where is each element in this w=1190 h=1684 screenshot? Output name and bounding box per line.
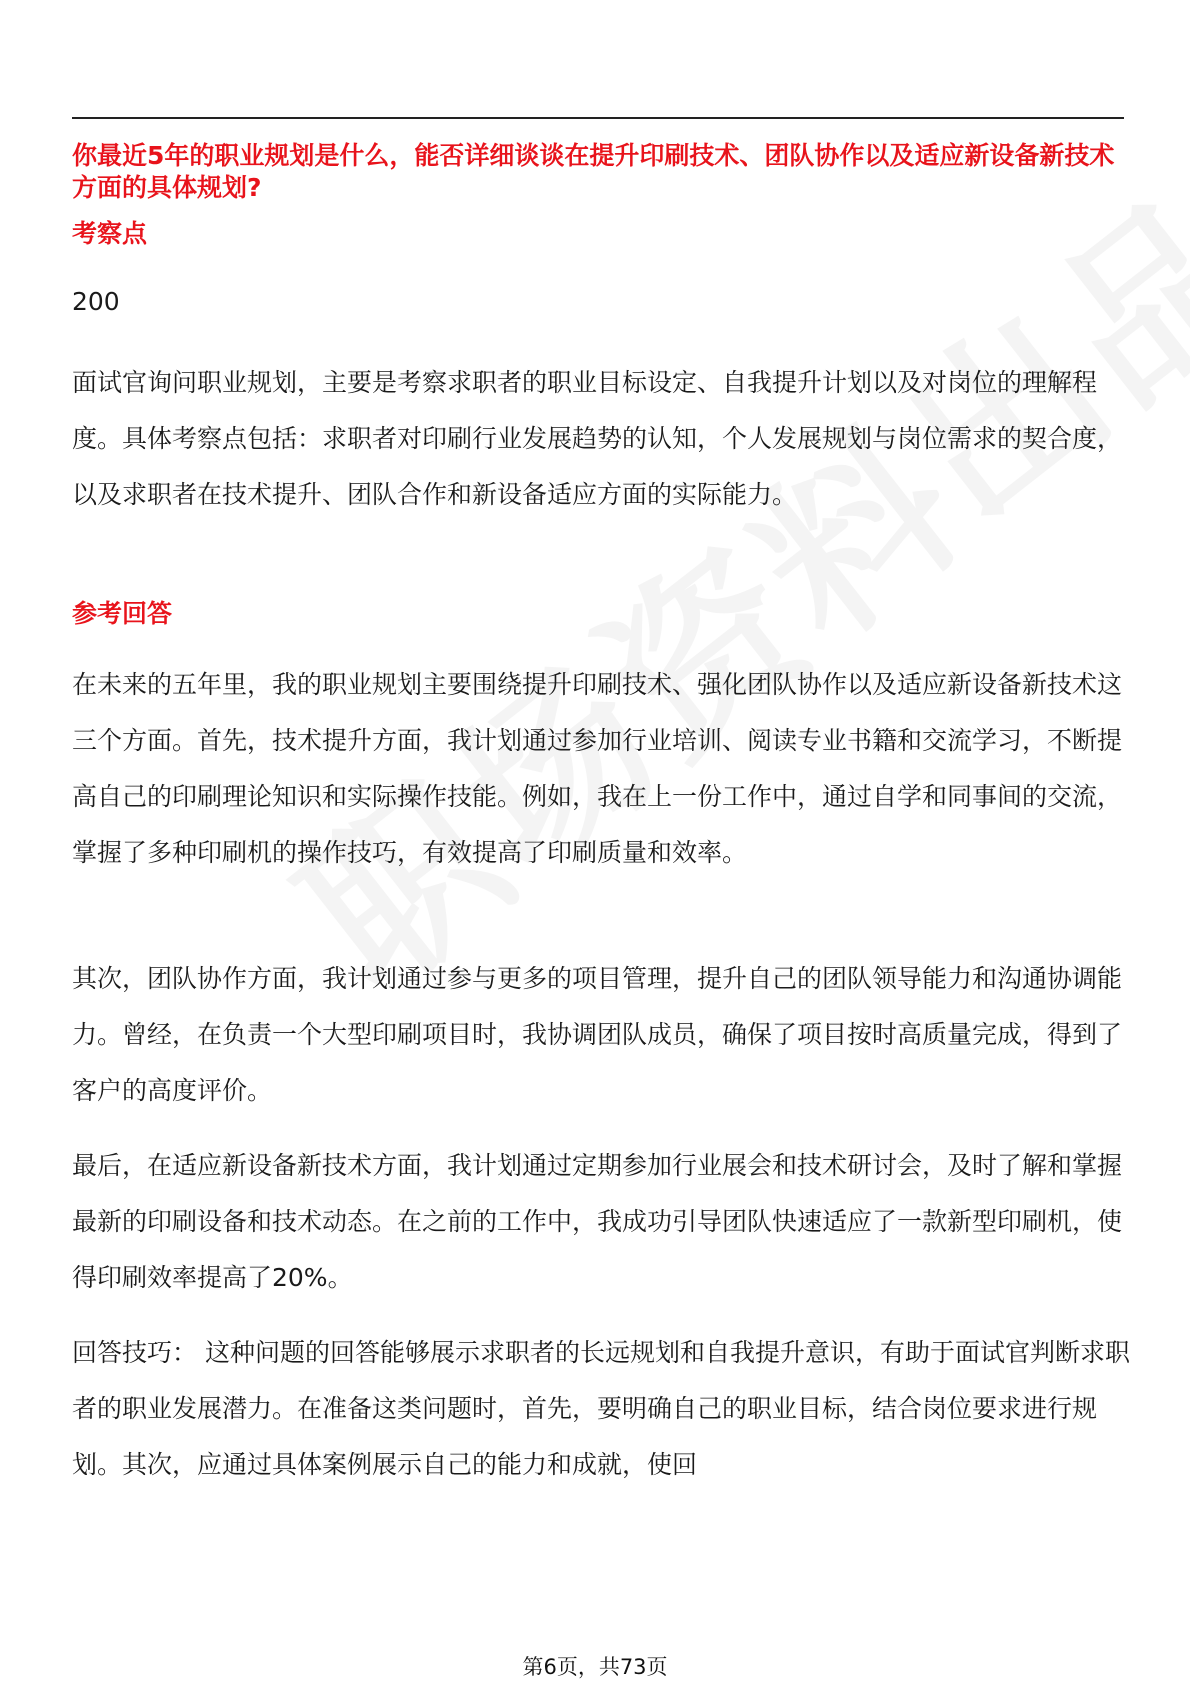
page-number: 第6页，共73页	[522, 1655, 668, 1679]
examine-heading: 考察点	[72, 219, 148, 248]
top-rule	[72, 117, 1124, 119]
question-title: 你最近5年的职业规划是什么，能否详细谈谈在提升印刷技术、团队协作以及适应新设备新技术方面的具体规划?	[72, 141, 1115, 202]
examine-number: 200	[72, 287, 120, 316]
answer-paragraph-1: 在未来的五年里，我的职业规划主要围绕提升印刷技术、强化团队协作以及适应新设备新技术这三个方面。首先，技术提升方面，我计划通过参加行业培训、阅读专业书籍和交流学习，不断提高自己的印刷理论知识和实际操作技能。例如，我在上一份工作中，通过自学和同事间的交流，掌握了多种印刷机的操作技巧，有效提高了印刷质量和效率。	[72, 670, 1123, 867]
answer-paragraph-2: 其次，团队协作方面，我计划通过参与更多的项目管理，提升自己的团队领导能力和沟通协调能力。曾经，在负责一个大型印刷项目时，我协调团队成员，确保了项目按时高质量完成，得到了客户的高度评价。	[72, 964, 1123, 1105]
answer-paragraph-3: 最后，在适应新设备新技术方面，我计划通过定期参加行业展会和技术研讨会，及时了解和掌握最新的印刷设备和技术动态。在之前的工作中，我成功引导团队快速适应了一款新型印刷机，使得印刷效率提高了20%。	[72, 1151, 1123, 1292]
examine-text: 面试官询问职业规划，主要是考察求职者的职业目标设定、自我提升计划以及对岗位的理解程度。具体考察点包括：求职者对印刷行业发展趋势的认知，个人发展规划与岗位需求的契合度，以及求职者在技术提升、团队合作和新设备适应方面的实际能力。	[72, 368, 1123, 509]
answer-tips: 回答技巧： 这种问题的回答能够展示求职者的长远规划和自我提升意识，有助于面试官判断求职者的职业发展潜力。在准备这类问题时，首先，要明确自己的职业目标，结合岗位要求进行规划。其次，应通过具体案例展示自己的能力和成就，使回	[72, 1338, 1130, 1479]
answer-heading: 参考回答	[72, 599, 173, 628]
